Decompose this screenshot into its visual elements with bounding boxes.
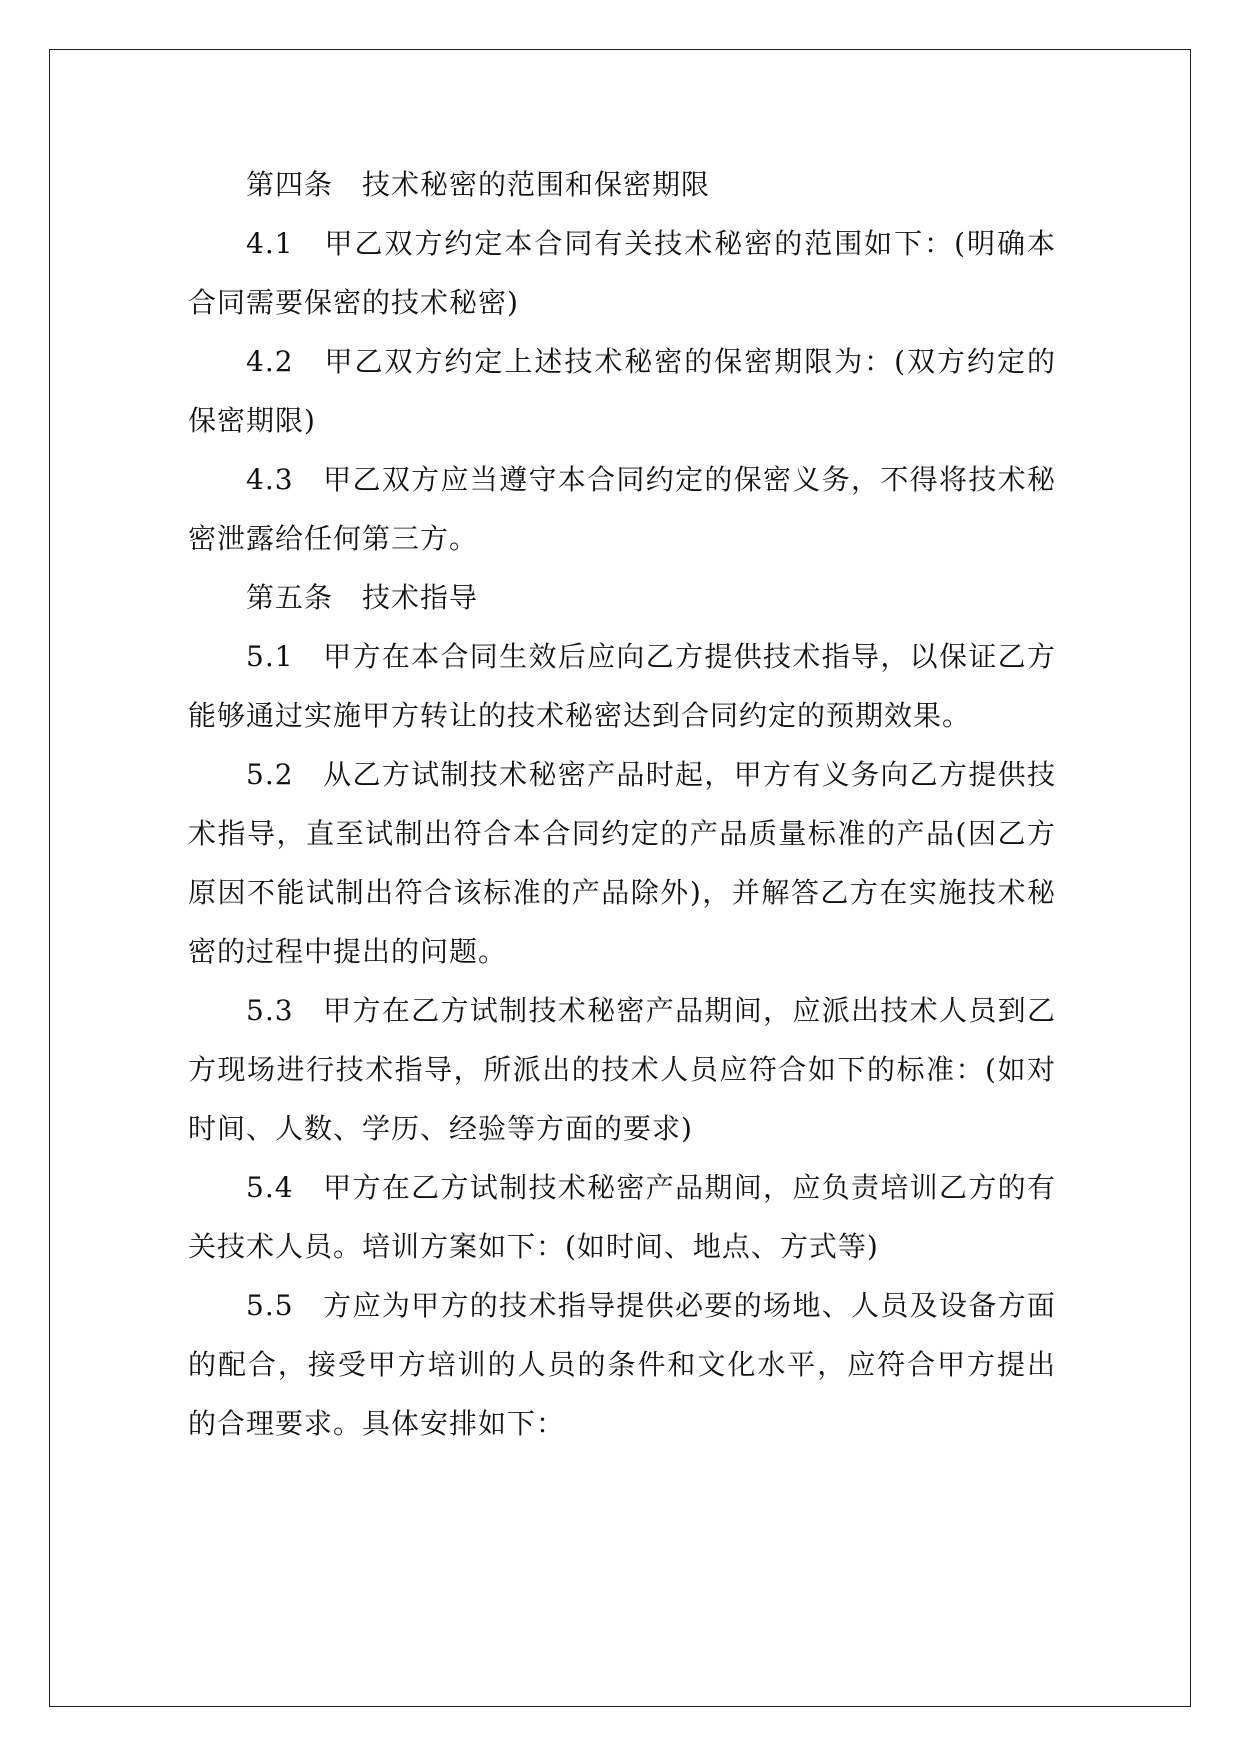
- clause-5-5: 5.5 方应为甲方的技术指导提供必要的场地、人员及设备方面的配合，接受甲方培训的人员的条件和文化水平，应符合甲方提出的合理要求。具体安排如下：: [188, 1289, 1056, 1440]
- clause-4-3: 4.3 甲乙双方应当遵守本合同约定的保密义务，不得将技术秘密泄露给任何第三方。: [188, 463, 1056, 555]
- clause-5-3: 5.3 甲方在乙方试制技术秘密产品期间，应派出技术人员到乙方现场进行技术指导，所派出的技术人员应符合如下的标准：(如对时间、人数、学历、经验等方面的要求): [188, 994, 1056, 1145]
- article-5-heading: 第五条 技术指导: [246, 581, 479, 614]
- clause-5-2: 5.2 从乙方试制技术秘密产品时起，甲方有义务向乙方提供技术指导，直至试制出符合本合同约定的产品质量标准的产品(因乙方原因不能试制出符合该标准的产品除外)，并解答乙方在实施技术秘密的过程中提出的问题。: [188, 758, 1056, 968]
- article-4-heading: 第四条 技术秘密的范围和保密期限: [246, 168, 711, 201]
- clause-5-1: 5.1 甲方在本合同生效后应向乙方提供技术指导，以保证乙方能够通过实施甲方转让的技术秘密达到合同约定的预期效果。: [188, 640, 1056, 732]
- clause-4-1: 4.1 甲乙双方约定本合同有关技术秘密的范围如下：(明确本合同需要保密的技术秘密): [188, 227, 1056, 319]
- clause-4-2: 4.2 甲乙双方约定上述技术秘密的保密期限为：(双方约定的保密期限): [188, 345, 1056, 437]
- clause-5-4: 5.4 甲方在乙方试制技术秘密产品期间，应负责培训乙方的有关技术人员。培训方案如下：(如时间、地点、方式等): [188, 1171, 1056, 1263]
- document-body: [188, 155, 1056, 1453]
